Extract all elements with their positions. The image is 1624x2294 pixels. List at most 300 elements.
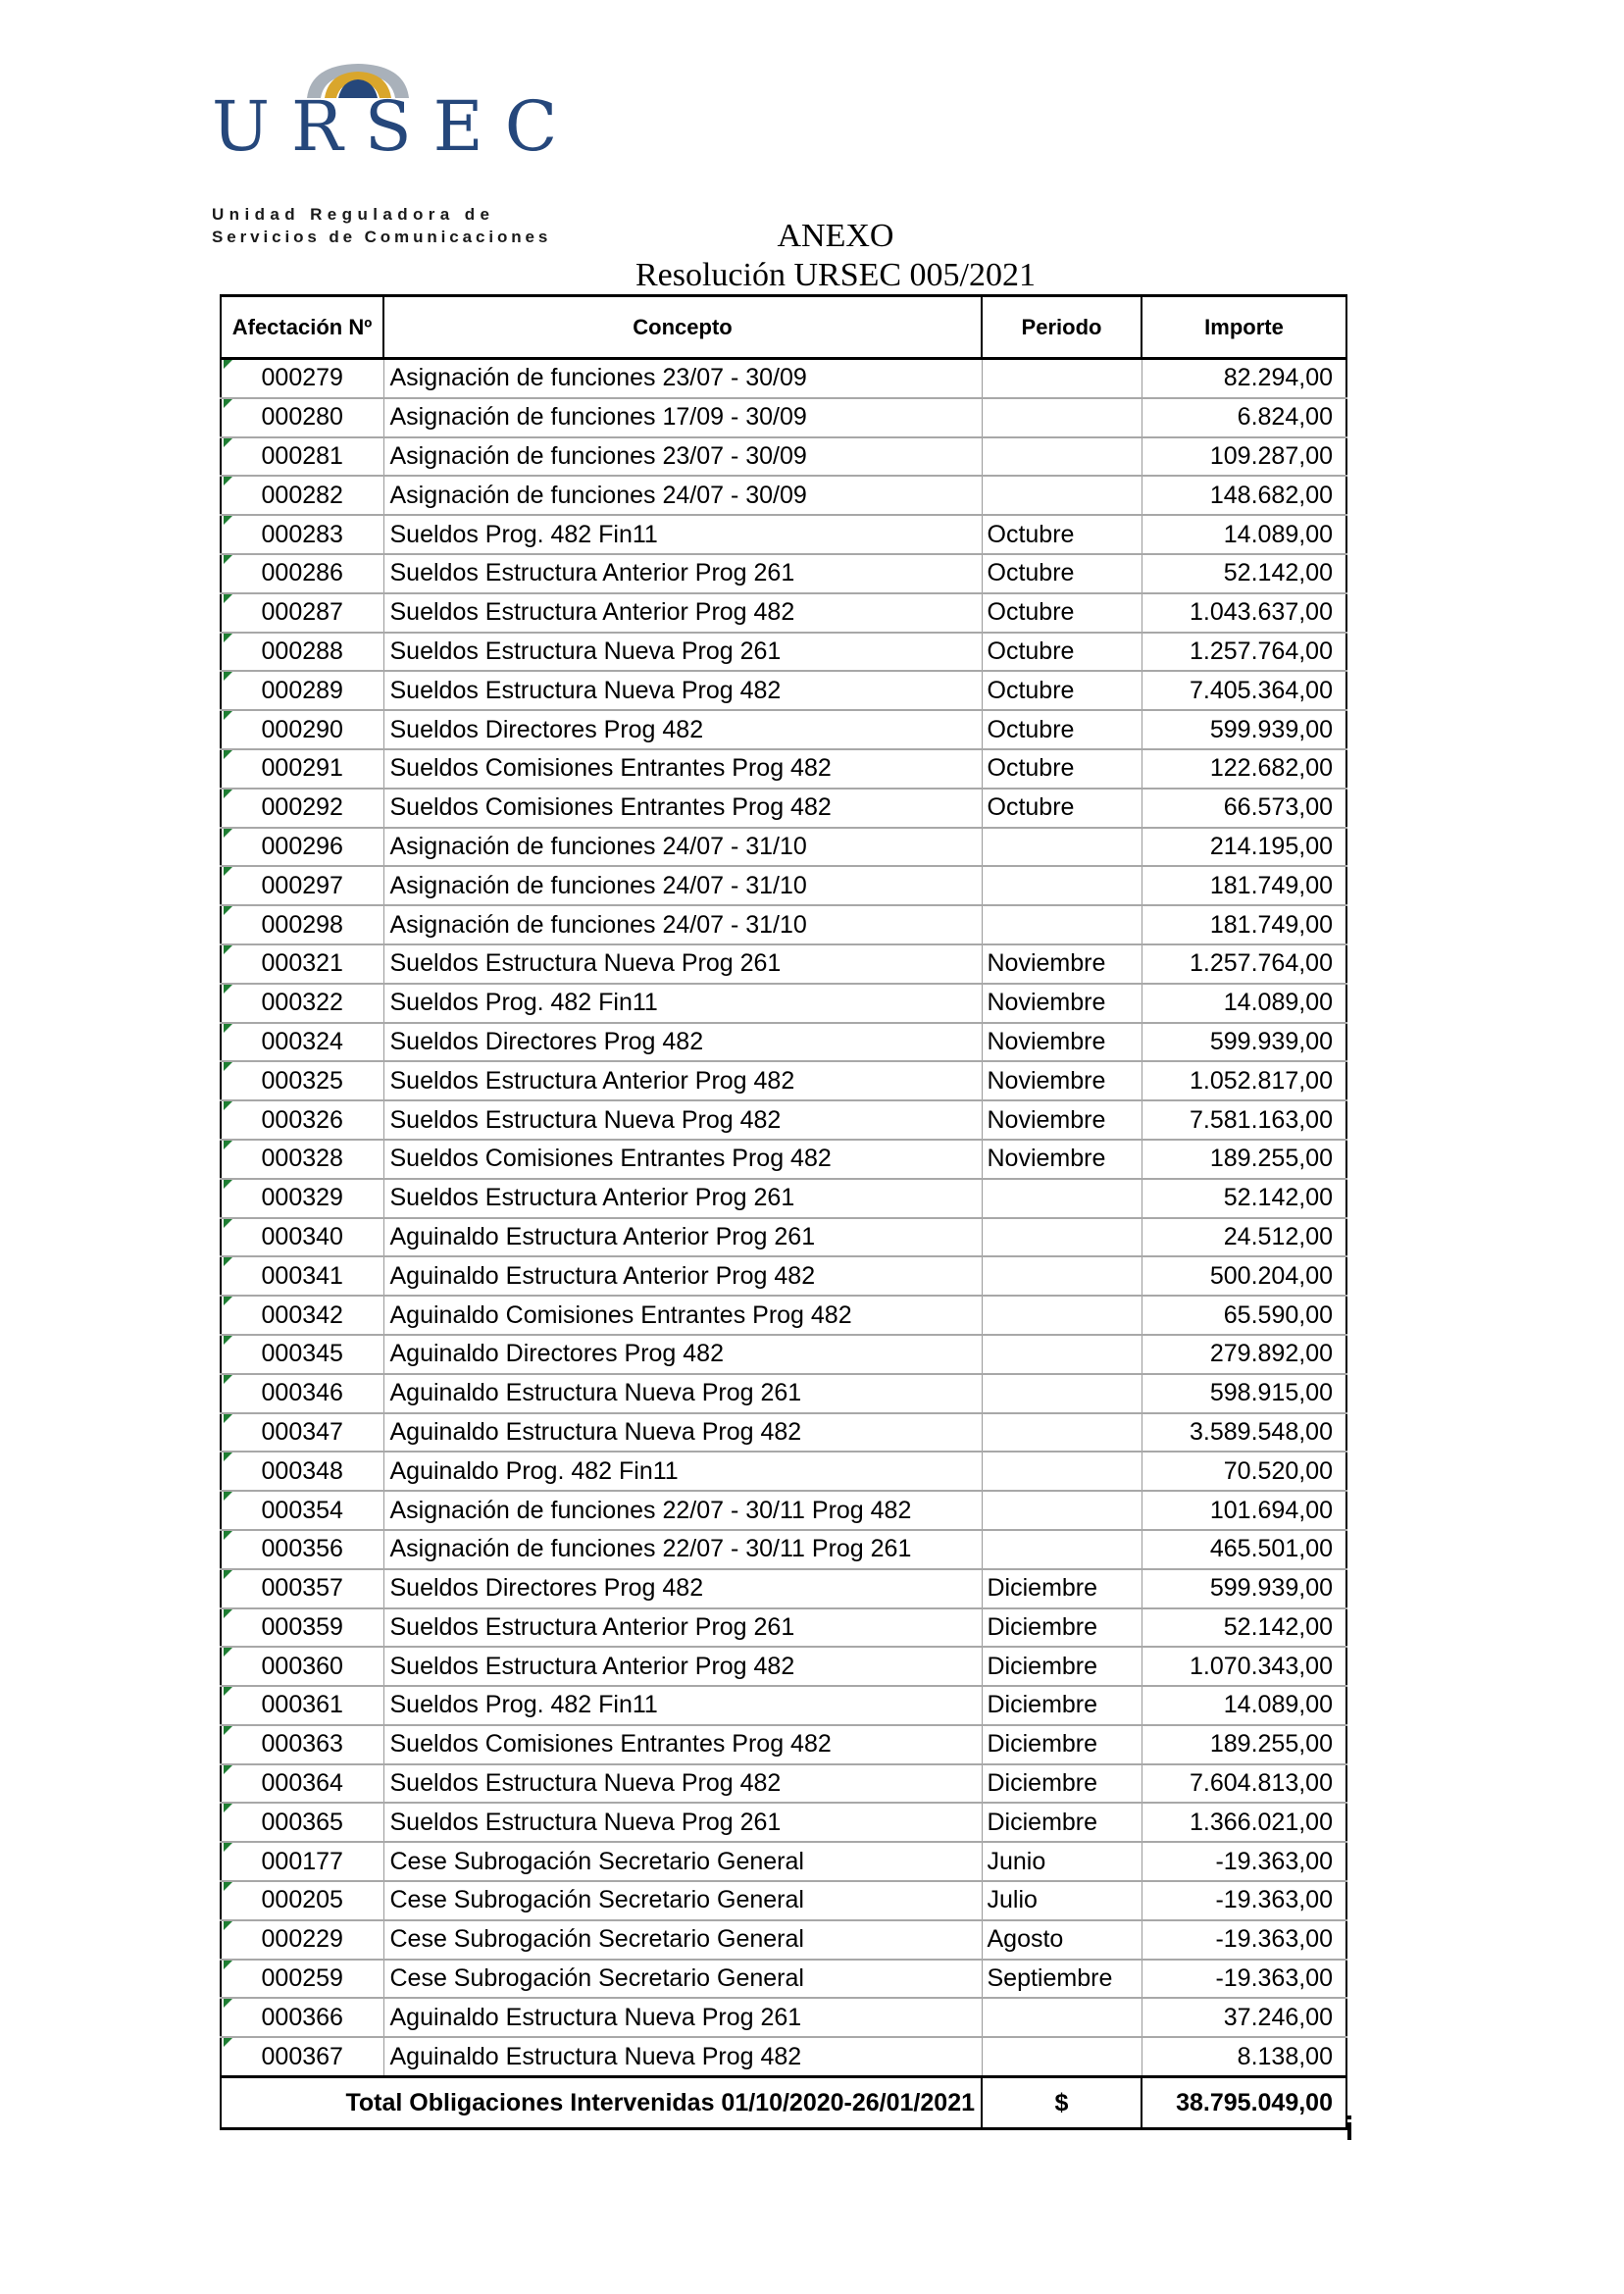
cell-periodo-text: Octubre xyxy=(987,793,1075,822)
cell-afectacion xyxy=(221,515,383,554)
cell-afectacion-text: 000347 xyxy=(261,1417,343,1446)
cell-importe xyxy=(1142,437,1346,477)
cell-periodo xyxy=(982,1764,1142,1804)
cell-importe-text: 65.590,00 xyxy=(1223,1300,1333,1329)
cell-flag-icon xyxy=(224,1453,232,1461)
cell-afectacion-text: 000361 xyxy=(261,1691,343,1719)
cell-flag-icon xyxy=(224,711,232,720)
cell-concepto-text: Sueldos Estructura Anterior Prog 261 xyxy=(389,559,795,587)
cell-afectacion-text: 000292 xyxy=(261,793,343,822)
cell-concepto-text: Sueldos Directores Prog 482 xyxy=(389,1574,704,1603)
cell-periodo xyxy=(982,749,1142,789)
cell-periodo xyxy=(982,1296,1142,1335)
cell-periodo-text: Noviembre xyxy=(987,1105,1106,1134)
cell-afectacion xyxy=(221,2037,383,2076)
cell-concepto xyxy=(383,1452,982,1491)
cell-importe xyxy=(1142,633,1346,672)
cell-afectacion-text: 000280 xyxy=(261,403,343,432)
cell-concepto xyxy=(383,554,982,593)
cell-afectacion xyxy=(221,1335,383,1374)
cell-afectacion xyxy=(221,1569,383,1608)
cell-afectacion xyxy=(221,1686,383,1725)
cell-afectacion xyxy=(221,398,383,437)
cell-concepto xyxy=(383,359,982,398)
cell-afectacion-text: 000367 xyxy=(261,2042,343,2070)
cell-importe xyxy=(1142,1100,1346,1140)
cell-periodo-text: Noviembre xyxy=(987,989,1106,1017)
cell-concepto xyxy=(383,944,982,984)
cell-afectacion xyxy=(221,1100,383,1140)
cell-concepto xyxy=(383,1140,982,1179)
cell-periodo xyxy=(982,905,1142,944)
cell-importe xyxy=(1142,1452,1346,1491)
cell-afectacion xyxy=(221,593,383,633)
cell-importe xyxy=(1142,1256,1346,1296)
cell-flag-icon xyxy=(224,945,232,954)
cell-importe xyxy=(1142,1842,1346,1881)
cell-concepto-text: Aguinaldo Estructura Nueva Prog 482 xyxy=(389,2042,802,2070)
cell-flag-icon xyxy=(224,1414,232,1423)
cell-importe xyxy=(1142,1179,1346,1218)
cell-importe xyxy=(1142,1569,1346,1608)
cell-importe-text: 7.604.813,00 xyxy=(1190,1769,1333,1798)
cell-afectacion xyxy=(221,437,383,477)
cell-afectacion-text: 000177 xyxy=(261,1847,343,1875)
cell-periodo-text: Octubre xyxy=(987,754,1075,783)
cell-concepto-text: Aguinaldo Prog. 482 Fin11 xyxy=(389,1456,679,1485)
cell-concepto xyxy=(383,1256,982,1296)
table-row xyxy=(221,593,1346,633)
cell-importe xyxy=(1142,828,1346,867)
cell-importe-text: 148.682,00 xyxy=(1209,481,1333,509)
cell-concepto-text: Sueldos Estructura Nueva Prog 261 xyxy=(389,949,782,978)
cell-importe xyxy=(1142,554,1346,593)
cell-concepto-text: Asignación de funciones 23/07 - 30/09 xyxy=(389,441,807,470)
cell-afectacion-text: 000322 xyxy=(261,989,343,1017)
cell-importe-text: 189.255,00 xyxy=(1209,1145,1333,1173)
cell-flag-icon xyxy=(224,1843,232,1852)
cell-importe xyxy=(1142,476,1346,515)
table-row xyxy=(221,944,1346,984)
cell-flag-icon xyxy=(224,829,232,838)
cell-concepto-text: Sueldos Estructura Anterior Prog 482 xyxy=(389,1652,795,1680)
cell-flag-icon xyxy=(224,1062,232,1071)
cell-importe-text: 1.070.343,00 xyxy=(1190,1652,1333,1680)
cell-importe-text: 14.089,00 xyxy=(1223,989,1333,1017)
cell-importe xyxy=(1142,1218,1346,1257)
cell-concepto-text: Sueldos Estructura Nueva Prog 261 xyxy=(389,1808,782,1836)
cell-concepto xyxy=(383,905,982,944)
table-row xyxy=(221,1998,1346,2037)
cell-periodo-text: Septiembre xyxy=(987,1964,1113,1993)
cell-concepto xyxy=(383,1023,982,1062)
cell-concepto-text: Sueldos Comisiones Entrantes Prog 482 xyxy=(389,1145,832,1173)
table-row xyxy=(221,866,1346,905)
cell-periodo-text: Diciembre xyxy=(987,1730,1098,1759)
cell-concepto-text: Sueldos Estructura Anterior Prog 482 xyxy=(389,1066,795,1095)
cell-importe-text: 500.204,00 xyxy=(1209,1261,1333,1290)
cell-flag-icon xyxy=(224,1336,232,1345)
cell-afectacion-text: 000366 xyxy=(261,2003,343,2031)
cell-importe xyxy=(1142,593,1346,633)
table-row xyxy=(221,1023,1346,1062)
cell-periodo xyxy=(982,1335,1142,1374)
table-row xyxy=(221,1452,1346,1491)
table-row xyxy=(221,1608,1346,1648)
cell-periodo xyxy=(982,1686,1142,1725)
cell-afectacion-text: 000328 xyxy=(261,1145,343,1173)
cell-periodo-text: Diciembre xyxy=(987,1769,1098,1798)
table-row xyxy=(221,437,1346,477)
cell-afectacion-text: 000346 xyxy=(261,1379,343,1407)
cell-importe xyxy=(1142,1140,1346,1179)
cell-concepto-text: Sueldos Comisiones Entrantes Prog 482 xyxy=(389,754,832,783)
cell-importe-text: 109.287,00 xyxy=(1209,441,1333,470)
cell-importe xyxy=(1142,398,1346,437)
cell-periodo-text: Diciembre xyxy=(987,1652,1098,1680)
cell-afectacion-text: 000282 xyxy=(261,481,343,509)
cell-importe-text: 1.052.817,00 xyxy=(1190,1066,1333,1095)
cell-importe xyxy=(1142,1374,1346,1413)
cell-flag-icon xyxy=(224,1687,232,1696)
cell-afectacion xyxy=(221,1920,383,1960)
table-row xyxy=(221,1491,1346,1530)
cell-concepto-text: Sueldos Estructura Anterior Prog 261 xyxy=(389,1612,795,1641)
cell-importe-text: 37.246,00 xyxy=(1223,2003,1333,2031)
header-concepto: Concepto xyxy=(383,296,982,359)
cell-importe xyxy=(1142,2037,1346,2076)
cell-flag-icon xyxy=(224,516,232,525)
cell-afectacion-text: 000288 xyxy=(261,637,343,665)
cell-afectacion xyxy=(221,1256,383,1296)
cell-periodo xyxy=(982,476,1142,515)
cell-concepto xyxy=(383,1920,982,1960)
cell-periodo xyxy=(982,1256,1142,1296)
cell-flag-icon xyxy=(224,477,232,485)
cell-afectacion-text: 000290 xyxy=(261,715,343,743)
cell-periodo xyxy=(982,1725,1142,1764)
cell-concepto xyxy=(383,1764,982,1804)
cell-periodo-text: Noviembre xyxy=(987,1027,1106,1055)
cell-concepto xyxy=(383,1803,982,1842)
table-row xyxy=(221,359,1346,398)
cell-concepto-text: Asignación de funciones 23/07 - 30/09 xyxy=(389,364,807,392)
cell-afectacion xyxy=(221,1764,383,1804)
cell-afectacion xyxy=(221,1179,383,1218)
cell-concepto xyxy=(383,671,982,710)
cell-flag-icon xyxy=(224,594,232,603)
cell-afectacion xyxy=(221,944,383,984)
table-row xyxy=(221,398,1346,437)
cell-concepto xyxy=(383,2037,982,2076)
cell-afectacion xyxy=(221,633,383,672)
cell-afectacion-text: 000354 xyxy=(261,1496,343,1524)
table-row xyxy=(221,1413,1346,1453)
table-row xyxy=(221,1960,1346,1999)
cell-concepto xyxy=(383,1725,982,1764)
table-row xyxy=(221,749,1346,789)
cell-concepto xyxy=(383,1530,982,1569)
cell-flag-icon xyxy=(224,1804,232,1812)
cell-importe xyxy=(1142,866,1346,905)
cell-importe xyxy=(1142,1647,1346,1686)
cell-afectacion-text: 000205 xyxy=(261,1886,343,1914)
cell-concepto xyxy=(383,593,982,633)
cell-periodo-text: Diciembre xyxy=(987,1574,1098,1603)
cell-afectacion-text: 000279 xyxy=(261,364,343,392)
cell-importe xyxy=(1142,1881,1346,1920)
cell-importe-text: 214.195,00 xyxy=(1209,832,1333,860)
cell-concepto-text: Asignación de funciones 22/07 - 30/11 Prog 482 xyxy=(389,1496,912,1524)
cell-importe-text: 599.939,00 xyxy=(1209,1574,1333,1603)
cell-importe xyxy=(1142,1920,1346,1960)
cell-concepto-text: Aguinaldo Directores Prog 482 xyxy=(389,1340,724,1368)
total-currency: $ xyxy=(982,2077,1142,2129)
cell-afectacion-text: 000321 xyxy=(261,949,343,978)
obligaciones-table xyxy=(220,294,1347,2130)
cell-importe-text: 7.405.364,00 xyxy=(1190,676,1333,704)
cell-importe-text: 7.581.163,00 xyxy=(1190,1105,1333,1134)
cell-afectacion-text: 000341 xyxy=(261,1261,343,1290)
cell-importe xyxy=(1142,1608,1346,1648)
header-importe: Importe xyxy=(1142,296,1346,359)
table-row xyxy=(221,1296,1346,1335)
cell-afectacion-text: 000283 xyxy=(261,520,343,548)
cell-flag-icon xyxy=(224,1531,232,1540)
cell-importe-text: 279.892,00 xyxy=(1209,1340,1333,1368)
cell-flag-icon xyxy=(224,1375,232,1384)
cell-afectacion xyxy=(221,671,383,710)
cell-importe xyxy=(1142,1725,1346,1764)
cell-afectacion xyxy=(221,1803,383,1842)
cell-periodo-text: Octubre xyxy=(987,520,1075,548)
total-label: Total Obligaciones Intervenidas 01/10/2020-26/01/2021 xyxy=(221,2077,982,2129)
cell-periodo-text: Octubre xyxy=(987,715,1075,743)
cell-concepto xyxy=(383,710,982,749)
cell-concepto xyxy=(383,1100,982,1140)
cell-importe xyxy=(1142,1960,1346,1999)
cell-concepto xyxy=(383,437,982,477)
cell-flag-icon xyxy=(224,1024,232,1033)
cell-importe-text: -19.363,00 xyxy=(1215,1925,1333,1954)
cell-periodo-text: Octubre xyxy=(987,637,1075,665)
cell-afectacion xyxy=(221,476,383,515)
cell-afectacion xyxy=(221,1296,383,1335)
cell-afectacion-text: 000329 xyxy=(261,1184,343,1212)
table-row xyxy=(221,1920,1346,1960)
page-title: ANEXO xyxy=(777,218,894,254)
cell-concepto xyxy=(383,984,982,1023)
table-row xyxy=(221,633,1346,672)
cell-afectacion xyxy=(221,1452,383,1491)
cell-periodo xyxy=(982,1998,1142,2037)
cell-afectacion xyxy=(221,1881,383,1920)
cell-periodo xyxy=(982,1569,1142,1608)
cell-periodo xyxy=(982,1842,1142,1881)
cell-afectacion-text: 000297 xyxy=(261,871,343,899)
cell-concepto xyxy=(383,515,982,554)
page-subtitle: Resolución URSEC 005/2021 xyxy=(634,257,1037,293)
cell-importe-text: 6.824,00 xyxy=(1237,403,1333,432)
cell-periodo xyxy=(982,944,1142,984)
cell-concepto xyxy=(383,1491,982,1530)
cell-periodo xyxy=(982,2037,1142,2076)
cell-afectacion xyxy=(221,1608,383,1648)
cell-concepto xyxy=(383,1881,982,1920)
cell-importe-text: 599.939,00 xyxy=(1209,715,1333,743)
cell-concepto-text: Sueldos Prog. 482 Fin11 xyxy=(389,520,658,548)
header-periodo: Periodo xyxy=(982,296,1142,359)
cell-concepto xyxy=(383,1296,982,1335)
cell-afectacion xyxy=(221,1842,383,1881)
cell-afectacion-text: 000348 xyxy=(261,1456,343,1485)
cell-periodo xyxy=(982,1608,1142,1648)
cell-afectacion-text: 000359 xyxy=(261,1612,343,1641)
table-row xyxy=(221,1140,1346,1179)
cell-afectacion-text: 000356 xyxy=(261,1535,343,1563)
cell-afectacion xyxy=(221,1725,383,1764)
cell-afectacion-text: 000281 xyxy=(261,441,343,470)
cell-flag-icon xyxy=(224,1492,232,1501)
cell-concepto xyxy=(383,1335,982,1374)
cell-afectacion xyxy=(221,1374,383,1413)
cell-importe xyxy=(1142,984,1346,1023)
cell-concepto xyxy=(383,789,982,828)
cell-concepto xyxy=(383,1647,982,1686)
cell-afectacion xyxy=(221,905,383,944)
cell-flag-icon xyxy=(224,750,232,759)
cell-concepto-text: Sueldos Estructura Nueva Prog 482 xyxy=(389,676,782,704)
cell-afectacion xyxy=(221,1530,383,1569)
cell-afectacion xyxy=(221,1061,383,1100)
cell-periodo xyxy=(982,1179,1142,1218)
cell-concepto-text: Aguinaldo Estructura Nueva Prog 261 xyxy=(389,2003,802,2031)
cell-importe-text: 8.138,00 xyxy=(1237,2042,1333,2070)
cell-afectacion-text: 000287 xyxy=(261,598,343,627)
cell-flag-icon xyxy=(224,555,232,564)
table-row xyxy=(221,1686,1346,1725)
cell-concepto xyxy=(383,1374,982,1413)
table-row xyxy=(221,2037,1346,2076)
table-row xyxy=(221,1725,1346,1764)
cell-importe-text: 181.749,00 xyxy=(1209,871,1333,899)
cell-concepto-text: Aguinaldo Estructura Anterior Prog 482 xyxy=(389,1261,816,1290)
cell-importe-text: 1.257.764,00 xyxy=(1190,637,1333,665)
header-afectacion: Afectación Nº xyxy=(221,296,383,359)
cell-flag-icon xyxy=(224,672,232,681)
cell-concepto-text: Sueldos Prog. 482 Fin11 xyxy=(389,1691,658,1719)
cell-importe xyxy=(1142,671,1346,710)
cell-flag-icon xyxy=(224,1257,232,1266)
table-row xyxy=(221,1647,1346,1686)
cell-importe-text: 1.257.764,00 xyxy=(1190,949,1333,978)
cell-periodo xyxy=(982,710,1142,749)
table-row xyxy=(221,828,1346,867)
cell-periodo xyxy=(982,515,1142,554)
cell-concepto-text: Sueldos Estructura Anterior Prog 261 xyxy=(389,1184,795,1212)
cell-concepto-text: Aguinaldo Estructura Anterior Prog 261 xyxy=(389,1222,816,1250)
total-amount: 38.795.049,00 xyxy=(1142,2077,1346,2129)
cell-afectacion-text: 000365 xyxy=(261,1808,343,1836)
cell-afectacion xyxy=(221,1647,383,1686)
cell-afectacion-text: 000259 xyxy=(261,1964,343,1993)
cell-periodo-text: Julio xyxy=(987,1886,1038,1914)
table-row xyxy=(221,1842,1346,1881)
cell-concepto xyxy=(383,1179,982,1218)
cell-periodo xyxy=(982,1100,1142,1140)
cell-periodo xyxy=(982,554,1142,593)
cell-flag-icon xyxy=(224,399,232,408)
cell-importe-text: 24.512,00 xyxy=(1223,1222,1333,1250)
cell-importe-text: 599.939,00 xyxy=(1209,1027,1333,1055)
cell-afectacion-text: 000342 xyxy=(261,1300,343,1329)
cell-periodo xyxy=(982,1920,1142,1960)
cell-concepto-text: Sueldos Directores Prog 482 xyxy=(389,1027,704,1055)
cell-periodo-text: Noviembre xyxy=(987,949,1106,978)
cell-concepto xyxy=(383,1569,982,1608)
cell-afectacion xyxy=(221,984,383,1023)
cell-concepto xyxy=(383,1218,982,1257)
cell-flag-icon xyxy=(224,1297,232,1305)
cell-importe-text: 14.089,00 xyxy=(1223,520,1333,548)
logo-wordmark: URSEC xyxy=(212,86,580,167)
cell-flag-icon xyxy=(224,1141,232,1149)
cell-afectacion-text: 000324 xyxy=(261,1027,343,1055)
cell-flag-icon xyxy=(224,867,232,876)
cell-importe-text: 14.089,00 xyxy=(1223,1691,1333,1719)
cell-concepto xyxy=(383,1608,982,1648)
cell-concepto xyxy=(383,749,982,789)
cell-importe xyxy=(1142,944,1346,984)
cell-importe xyxy=(1142,1998,1346,2037)
cell-periodo xyxy=(982,593,1142,633)
cell-flag-icon xyxy=(224,1609,232,1618)
cell-importe-text: 122.682,00 xyxy=(1209,754,1333,783)
cell-importe xyxy=(1142,1686,1346,1725)
cell-periodo-text: Octubre xyxy=(987,676,1075,704)
cell-periodo xyxy=(982,671,1142,710)
cell-afectacion-text: 000326 xyxy=(261,1105,343,1134)
cell-importe xyxy=(1142,1061,1346,1100)
cell-afectacion xyxy=(221,749,383,789)
cell-periodo xyxy=(982,1413,1142,1453)
cell-importe-text: 52.142,00 xyxy=(1223,1184,1333,1212)
cell-periodo xyxy=(982,1491,1142,1530)
cell-afectacion xyxy=(221,1218,383,1257)
cell-concepto xyxy=(383,1061,982,1100)
cell-importe xyxy=(1142,359,1346,398)
cell-periodo-text: Noviembre xyxy=(987,1066,1106,1095)
cell-importe xyxy=(1142,789,1346,828)
cell-flag-icon xyxy=(224,1882,232,1891)
cell-concepto-text: Asignación de funciones 22/07 - 30/11 Prog 261 xyxy=(389,1535,912,1563)
table-row xyxy=(221,1218,1346,1257)
table-row xyxy=(221,1803,1346,1842)
cell-periodo xyxy=(982,1374,1142,1413)
cell-afectacion xyxy=(221,828,383,867)
cell-importe-text: 3.589.548,00 xyxy=(1190,1417,1333,1446)
cell-importe xyxy=(1142,710,1346,749)
cell-periodo xyxy=(982,1647,1142,1686)
cell-flag-icon xyxy=(224,1726,232,1735)
cell-afectacion-text: 000296 xyxy=(261,832,343,860)
cell-concepto-text: Sueldos Directores Prog 482 xyxy=(389,715,704,743)
cell-concepto xyxy=(383,866,982,905)
table-row xyxy=(221,671,1346,710)
cell-periodo xyxy=(982,359,1142,398)
cell-importe xyxy=(1142,515,1346,554)
cell-periodo xyxy=(982,398,1142,437)
